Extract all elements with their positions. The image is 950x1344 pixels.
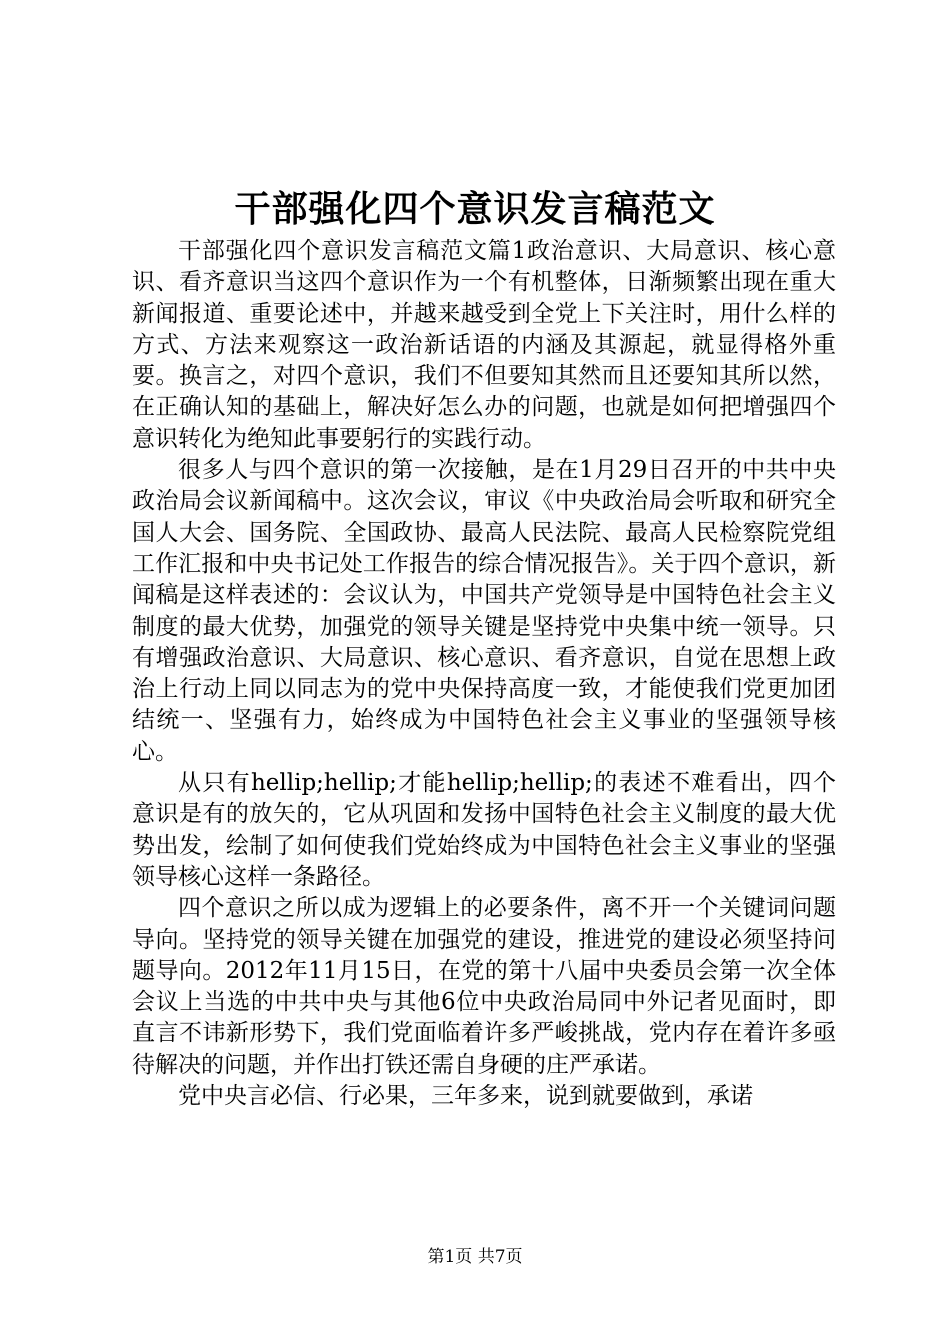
document-body xyxy=(132,236,836,1112)
document-title: 干部强化四个意识发言稿范文 xyxy=(234,188,716,230)
paragraph-2: 很多人与四个意识的第一次接触，是在1月29日召开的中共中央政治局会议新闻稿中。这次会议，审议《中央政治局会听取和研究全国人大会、国务院、全国政协、最高人民法院、最高人民检察院党组工作汇报和中央书记处工作报告的综合情况报告》。关于四个意识，新闻稿是这样表述的：会议认为，中国共产党领导是中国特色社会主义制度的最大优势，加强党的领导关键是坚持党中央集中统一领导。只有增强政治意识、大局意识、核心意识、看齐意识，自觉在思想上政治上行动上同以同志为的党中央保持高度一致，才能使我们党更加团结统一、坚强有力，始终成为中国特色社会主义事业的坚强领导核心。 xyxy=(132,457,836,765)
paragraph-5: 党中央言必信、行必果，三年多来，说到就要做到，承诺 xyxy=(178,1083,753,1110)
page-footer: 第1页 共7页 xyxy=(427,1247,523,1267)
paragraph-4: 四个意识之所以成为逻辑上的必要条件，离不开一个关键词问题导向。坚持党的领导关键在加强党的建设，推进党的建设必须坚持问题导向。2012年11月15日，在党的第十八届中央委员会第一次全体会议上当选的中共中央与其他6位中央政治局同中外记者见面时，即直言不讳新形势下，我们党面临着许多严峻挑战，党内存在着许多亟待解决的问题，并作出打铁还需自身硬的庄严承诺。 xyxy=(132,895,836,1078)
paragraph-1: 干部强化四个意识发言稿范文篇1政治意识、大局意识、核心意识、看齐意识当这四个意识作为一个有机整体，日渐频繁出现在重大新闻报道、重要论述中，并越来越受到全党上下关注时，用什么样的方式、方法来观察这一政治新话语的内涵及其源起，就显得格外重要。换言之，对四个意识，我们不但要知其然而且还要知其所以然，在正确认知的基础上，解决好怎么办的问题，也就是如何把增强四个意识转化为绝知此事要躬行的实践行动。 xyxy=(132,238,836,452)
paragraph-3: 从只有hellip;hellip;才能hellip;hellip;的表述不难看出，四个意识是有的放矢的，它从巩固和发扬中国特色社会主义制度的最大优势出发，绘制了如何使我们党始终成为中国特色社会主义事业的坚强领导核心这样一条路径。 xyxy=(132,770,836,890)
